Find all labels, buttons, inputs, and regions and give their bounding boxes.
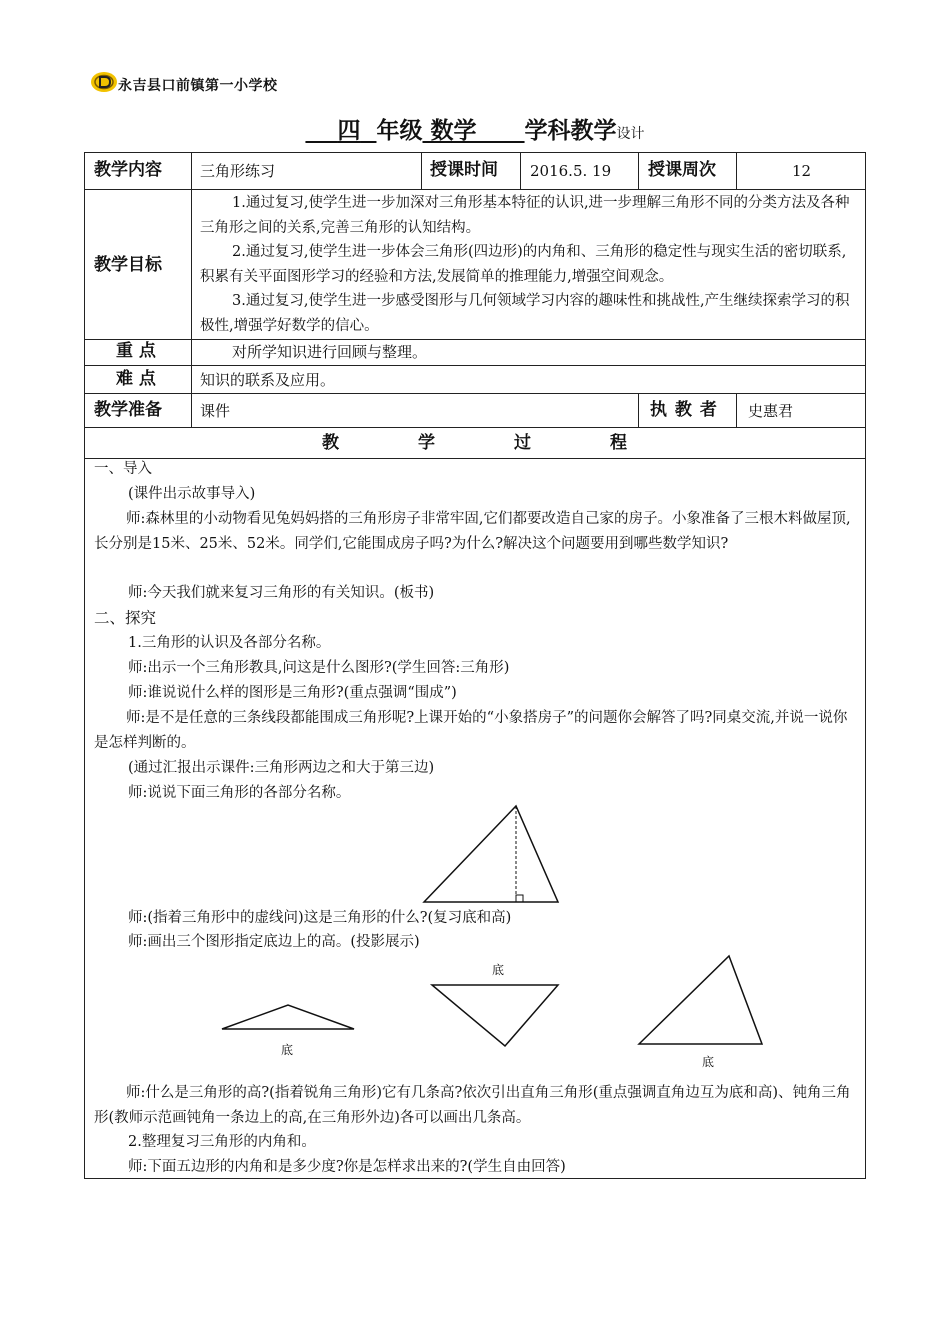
s2-p7: 师:(指着三角形中的虚线问)这是三角形的什么?(复习底和高) [128, 910, 512, 926]
altitude-triangle [424, 806, 558, 902]
s1-p1: (课件出示故事导入) [128, 486, 256, 502]
time-label: 授课时间 [430, 160, 498, 180]
week-value: 12 [792, 162, 812, 180]
s2-p3: 师:谁说说什么样的图形是三角形?(重点强调“围成”) [128, 685, 457, 701]
process-title-2: 学 [418, 433, 435, 453]
goal-1: 1.通过复习,使学生进一步加深对三角形基本特征的认识,进一步理解三角形不同的分类方法及各种三角形之间的关系,完善三角形的认知结构。 [200, 195, 850, 236]
obtuse-triangle [222, 1005, 354, 1029]
s1-p2: 师:森林里的小动物看见兔妈妈搭的三角形房子非常牢固,它们都要改造自己家的房子。小象准备了三根木料做屋顶,长分别是15米、25米、52米。同学们,它能围成房子吗?为什么?解决这个问题要用到哪些数学知识? [94, 511, 851, 552]
process-title-3: 过 [514, 433, 531, 453]
content-value: 三角形练习 [200, 162, 276, 180]
goal-3: 3.通过复习,使学生进一步感受图形与几何领域学习内容的趣味性和挑战性,产生继续探索学习的积极性,增强学好数学的信心。 [200, 293, 850, 334]
s1-p3: 师:今天我们就来复习三角形的有关知识。(板书) [128, 585, 435, 601]
base-label-left: 底 [281, 1043, 294, 1057]
content-label: 教学内容 [94, 160, 162, 180]
section-2-title: 二、探究 [94, 609, 157, 627]
prep-value: 课件 [200, 402, 231, 420]
goals-label: 教学目标 [94, 255, 162, 275]
base-label-top: 底 [492, 963, 505, 977]
base-label-right: 底 [702, 1055, 715, 1069]
grade: 四 [337, 118, 361, 144]
s2-p10: 2.整理复习三角形的内角和。 [128, 1134, 316, 1150]
s2-p4: 师:是不是任意的三条线段都能围成三角形呢?上课开始的“小象搭房子”的问题你会解答了吗?同桌交流,并说一说你是怎样判断的。 [94, 710, 848, 751]
s2-p2: 师:出示一个三角形教具,问这是什么图形?(学生回答:三角形) [128, 660, 510, 676]
key-value: 对所学知识进行回顾与整理。 [232, 343, 428, 361]
section-1-title: 一、导入 [94, 461, 152, 477]
subject: 数学 [430, 118, 477, 144]
s2-p11: 师:下面五边形的内角和是多少度?你是怎样求出来的?(学生自由回答) [128, 1159, 566, 1175]
title-suffix: 学科教学 [524, 118, 617, 144]
inverted-triangle [432, 985, 558, 1046]
difficulty-value: 知识的联系及应用。 [200, 371, 336, 389]
s2-p5: (通过汇报出示课件:三角形两边之和大于第三边) [128, 760, 435, 776]
s2-p9: 师:什么是三角形的高?(指着锐角三角形)它有几条高?依次引出直角三角形(重点强调直角边互为底和高)、钝角三角形(教师示范画钝角一条边上的高,在三角形外边)各可以画出几条高。 [94, 1085, 851, 1126]
acute-triangle [639, 956, 762, 1044]
process-title-4: 程 [610, 433, 627, 453]
process-title-1: 教 [322, 433, 339, 453]
school-name: 永吉县口前镇第一小学校 [118, 78, 278, 94]
s2-p1: 1.三角形的认识及各部分名称。 [128, 635, 331, 651]
s2-p6: 师:说说下面三角形的各部分名称。 [128, 785, 351, 801]
goal-2: 2.通过复习,使学生进一步体会三角形(四边形)的内角和、三角形的稳定性与现实生活的密切联系,积累有关平面图形学习的经验和方法,发展简单的推理能力,增强空间观念。 [200, 244, 847, 285]
grade-suffix: 年级 [376, 118, 423, 144]
s2-p8: 师:画出三个图形指定底边上的高。(投影展示) [128, 934, 420, 950]
prep-label: 教学准备 [94, 400, 162, 420]
teacher-value: 史惠君 [748, 402, 794, 420]
time-value: 2016.5. 19 [530, 162, 612, 180]
title-small: 设计 [616, 126, 645, 142]
difficulty-label: 难 点 [116, 369, 156, 389]
teacher-label: 执 教 者 [650, 400, 718, 420]
week-label: 授课周次 [648, 160, 716, 180]
key-label: 重 点 [116, 341, 156, 361]
